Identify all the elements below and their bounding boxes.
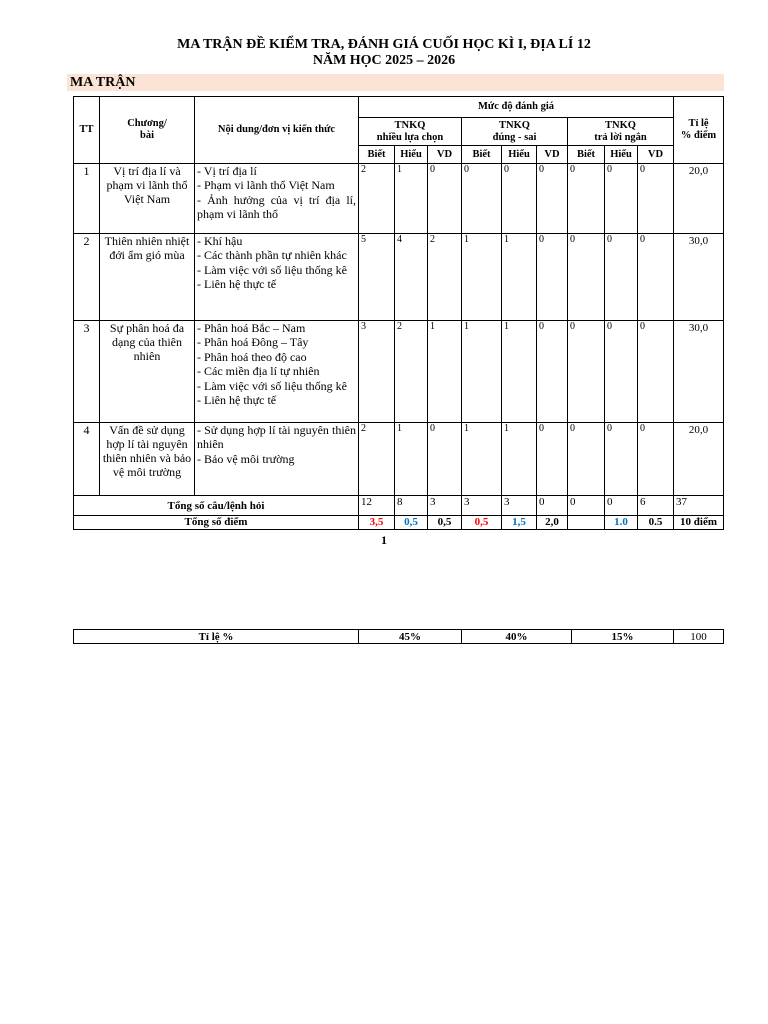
ratio-row	[74, 630, 724, 644]
header-tt: TT	[74, 97, 100, 164]
header-sub-level: Biết	[359, 146, 395, 164]
table-row	[74, 423, 724, 496]
total-questions-value: 3	[428, 496, 462, 516]
content-item: - Liên hệ thực tế	[197, 277, 277, 292]
content-item: - Làm việc với số liệu thống kê	[197, 378, 347, 393]
total-points-value: 0,5	[462, 516, 502, 530]
row-value: 0	[462, 164, 502, 234]
row-chapter: Sự phân hoá đa dạng của thiên nhiên	[100, 321, 195, 423]
row-value: 0	[502, 164, 537, 234]
total-questions-value: 8	[395, 496, 428, 516]
header-group-line2: đúng - sai	[492, 131, 537, 143]
ratio-mc: 45%	[359, 630, 462, 644]
row-value: 3	[359, 321, 395, 423]
row-value: 0	[638, 321, 674, 423]
header-group-short	[568, 118, 674, 146]
header-rate	[674, 97, 724, 164]
row-content	[195, 321, 359, 423]
table-row	[74, 164, 724, 234]
row-value: 0	[537, 234, 568, 321]
total-questions-row	[74, 496, 724, 516]
row-value: 0	[638, 164, 674, 234]
row-value: 0	[568, 164, 605, 234]
header-group-line1: TNKQ	[394, 119, 426, 131]
total-questions-label: Tổng số câu/lệnh hỏi	[74, 496, 359, 516]
header-sub-level: Biết	[568, 146, 605, 164]
header-sub-level: Hiểu	[605, 146, 638, 164]
row-rate: 30,0	[674, 321, 724, 423]
content-item: - Các miền địa lí tự nhiên	[197, 364, 320, 379]
header-sub-level: Hiểu	[502, 146, 537, 164]
total-points-value: 1.0	[605, 516, 638, 530]
row-value: 4	[395, 234, 428, 321]
row-value: 1	[502, 321, 537, 423]
header-sub-level: VD	[428, 146, 462, 164]
row-value: 1	[395, 164, 428, 234]
page-number: 1	[381, 533, 387, 547]
row-rate: 20,0	[674, 164, 724, 234]
row-value: 0	[428, 423, 462, 496]
total-questions-rate: 37	[674, 496, 724, 516]
row-chapter: Thiên nhiên nhiệt đới ẩm gió mùa	[100, 234, 195, 321]
assessment-matrix-table	[73, 96, 724, 530]
row-value: 0	[537, 164, 568, 234]
header-group-mc	[359, 118, 462, 146]
row-value: 1	[395, 423, 428, 496]
row-value: 1	[428, 321, 462, 423]
row-value: 0	[537, 423, 568, 496]
content-item: - Ảnh hưởng của vị trí địa lí, phạm vi lãnh thổ	[197, 192, 356, 222]
content-item: - Bảo vệ môi trường	[197, 451, 295, 466]
header-sub-level: Biết	[462, 146, 502, 164]
header-chapter-line2: bài	[139, 130, 154, 141]
row-value: 0	[605, 234, 638, 321]
row-value: 0	[638, 423, 674, 496]
total-points-row	[74, 516, 724, 530]
row-value: 2	[395, 321, 428, 423]
row-value: 2	[359, 164, 395, 234]
row-tt: 3	[74, 321, 100, 423]
row-value: 2	[359, 423, 395, 496]
header-level: Mức độ đánh giá	[359, 97, 674, 118]
row-value: 0	[428, 164, 462, 234]
row-value: 1	[462, 321, 502, 423]
content-item: - Làm việc với số liệu thống kê	[197, 262, 347, 277]
row-value: 0	[568, 321, 605, 423]
school-year: NĂM HỌC 2025 – 2026	[312, 53, 456, 68]
content-item: - Phạm vi lãnh thổ Việt Nam	[197, 178, 335, 193]
row-value: 0	[568, 423, 605, 496]
row-value: 2	[428, 234, 462, 321]
ratio-tf: 40%	[462, 630, 572, 644]
row-value: 0	[605, 423, 638, 496]
table-row	[74, 234, 724, 321]
total-points-value: 2,0	[537, 516, 568, 530]
row-value: 1	[502, 423, 537, 496]
total-points-value: 3,5	[359, 516, 395, 530]
row-value: 0	[605, 321, 638, 423]
row-value: 0	[537, 321, 568, 423]
header-group-line2: nhiều lựa chọn	[376, 131, 444, 143]
total-questions-value: 0	[605, 496, 638, 516]
content-item: - Liên hệ thực tế	[197, 393, 277, 408]
row-tt: 4	[74, 423, 100, 496]
header-sub-level: VD	[638, 146, 674, 164]
total-points-value: 0,5	[428, 516, 462, 530]
table-row	[74, 321, 724, 423]
header-rate-line1: Tỉ lệ	[688, 118, 709, 129]
row-content	[195, 234, 359, 321]
total-points-value: 0,5	[395, 516, 428, 530]
row-tt: 2	[74, 234, 100, 321]
row-value: 0	[605, 164, 638, 234]
header-group-line2: trả lời ngắn	[594, 131, 647, 143]
row-chapter: Vị trí địa lí và phạm vi lãnh thổ Việt Nam	[100, 164, 195, 234]
section-heading: MA TRẬN	[67, 74, 724, 91]
header-group-line1: TNKQ	[605, 119, 636, 131]
total-questions-value: 3	[502, 496, 537, 516]
row-value: 1	[462, 423, 502, 496]
total-points-value: 1,5	[502, 516, 537, 530]
total-points-label: Tổng số điểm	[74, 516, 359, 530]
content-item: - Vị trí địa lí	[197, 164, 257, 178]
row-rate: 20,0	[674, 423, 724, 496]
document-title: MA TRẬN ĐỀ KIỂM TRA, ĐÁNH GIÁ CUỐI HỌC KÌ I, ĐỊA LÍ 12	[177, 37, 591, 52]
total-questions-value: 0	[537, 496, 568, 516]
ratio-label: Tỉ lệ %	[74, 630, 359, 644]
total-questions-value: 3	[462, 496, 502, 516]
total-questions-value: 0	[568, 496, 605, 516]
header-chapter	[100, 97, 195, 164]
header-group-line1: TNKQ	[499, 119, 530, 131]
header-content: Nội dung/đơn vị kiến thức	[195, 97, 359, 164]
content-item: - Các thành phần tự nhiên khác	[197, 248, 347, 263]
total-questions-value: 12	[359, 496, 395, 516]
ratio-short: 15%	[572, 630, 674, 644]
content-item: - Phân hoá Đông – Tây	[197, 335, 309, 350]
ratio-total: 100	[674, 630, 724, 644]
content-item: - Sử dụng hợp lí tài nguyên thiên nhiên	[197, 423, 356, 452]
header-sub-level: Hiểu	[395, 146, 428, 164]
row-value: 1	[462, 234, 502, 321]
total-questions-value: 6	[638, 496, 674, 516]
row-tt: 1	[74, 164, 100, 234]
total-points-value	[568, 516, 605, 530]
header-chapter-line1: Chương/	[127, 118, 167, 129]
total-points-rate: 10 điểm	[674, 516, 724, 530]
row-value: 1	[502, 234, 537, 321]
content-item: - Khí hậu	[197, 234, 243, 248]
ratio-table	[73, 629, 724, 644]
header-group-tf	[462, 118, 568, 146]
row-value: 0	[638, 234, 674, 321]
row-rate: 30,0	[674, 234, 724, 321]
row-content	[195, 164, 359, 234]
header-rate-line2: % điểm	[680, 130, 717, 141]
total-points-value: 0.5	[638, 516, 674, 530]
content-item: - Phân hoá Bắc – Nam	[197, 321, 306, 335]
row-content	[195, 423, 359, 496]
row-chapter: Vấn đề sử dụng hợp lí tài nguyên thiên nhiên và bảo vệ môi trường	[100, 423, 195, 496]
header-sub-level: VD	[537, 146, 568, 164]
row-value: 5	[359, 234, 395, 321]
row-value: 0	[568, 234, 605, 321]
content-item: - Phân hoá theo độ cao	[197, 349, 307, 364]
